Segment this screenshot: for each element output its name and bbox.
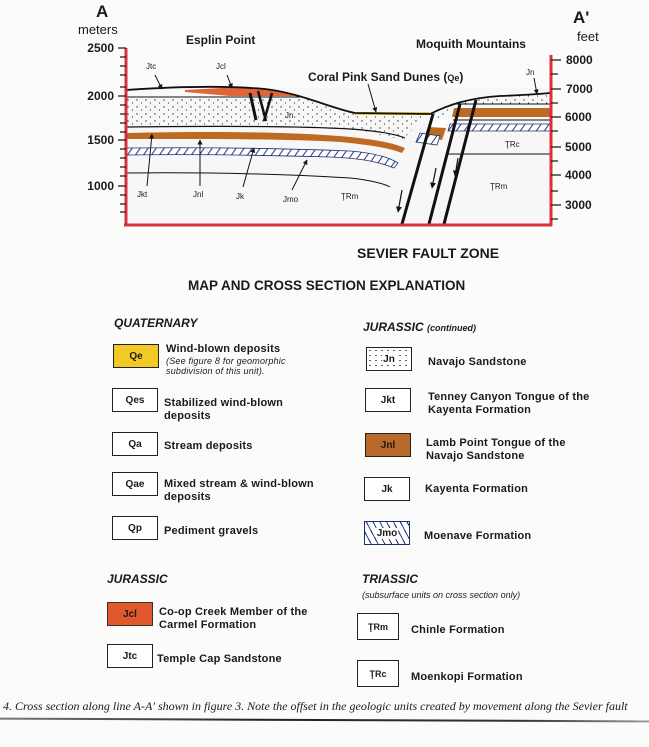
cross-section-drawing	[0, 0, 649, 240]
right-tick-label: 6000	[565, 110, 592, 124]
legend-swatch-qes: Qes	[112, 388, 158, 412]
place-label-moquith-mountains: Moquith Mountains	[416, 37, 526, 51]
legend-swatch-trc: ŢRc	[357, 660, 399, 687]
heading-triassic: TRIASSIC	[362, 572, 419, 586]
right-tick-label: 4000	[565, 168, 592, 182]
fault-zone-label: SEVIER FAULT ZONE	[357, 245, 500, 261]
unit-jmo-right	[448, 124, 550, 131]
legend-desc-jmo: Moenave Formation	[424, 530, 532, 542]
legend-swatch-jk: Jk	[364, 477, 410, 501]
figure-caption: 4. Cross section along line A-A′ shown in figure 3. Note the offset in the geologic units created by movement along the Sevier fault	[3, 699, 628, 713]
legend-swatch-jcl: Jcl	[107, 602, 153, 626]
unit-label-jnl: Jnl	[193, 190, 204, 199]
heading-jurassic: JURASSIC	[107, 572, 168, 586]
right-axis-unit: feet	[577, 29, 599, 44]
unit-label-jk: Jk	[236, 192, 244, 201]
legend-desc-trm: Chinle Formation	[411, 624, 505, 636]
legend-swatch-qa: Qa	[112, 432, 158, 456]
unit-label-trm: ŢRm	[341, 192, 359, 201]
legend-swatch-jkt: Jkt	[365, 388, 411, 412]
legend-desc-jtc: Temple Cap Sandstone	[157, 653, 282, 665]
legend-desc-trc: Moenkopi Formation	[411, 671, 523, 683]
section-end-a: A	[96, 2, 109, 21]
legend-desc-jn: Navajo Sandstone	[428, 356, 527, 368]
right-tick-label: 3000	[565, 198, 592, 212]
legend-swatch-qe: Qe	[113, 344, 159, 368]
unit-label-trc: ŢRc	[505, 140, 520, 149]
legend-swatch-jn: Jn	[366, 347, 412, 371]
legend-swatch-qae: Qae	[112, 472, 158, 496]
legend-desc-jcl: Co-op Creek Member of the Carmel Formation	[159, 606, 308, 631]
triassic-note: (subsurface units on cross section only)	[362, 590, 521, 600]
caption-divider	[0, 718, 649, 723]
unit-jnl-right	[452, 108, 550, 117]
unit-label-jtc: Jtc	[146, 62, 157, 71]
legend-desc-jkt: Tenney Canyon Tongue of the Kayenta Formation	[428, 391, 590, 416]
unit-label-jn: Jn	[285, 111, 294, 120]
heading-quaternary: QUATERNARY	[114, 316, 198, 330]
left-tick-label: 1500	[87, 133, 114, 147]
left-axis-unit: meters	[78, 22, 118, 37]
unit-label-jn-right: Jn	[526, 68, 535, 77]
legend-desc-jk: Kayenta Formation	[425, 483, 529, 495]
right-tick-label: 7000	[566, 82, 593, 96]
left-tick-label: 1000	[87, 179, 114, 193]
place-label-coral-pink-sand-dunes: Coral Pink Sand Dunes (Qe)	[308, 70, 464, 84]
unit-label-jkt: Jkt	[137, 190, 148, 199]
explanation-title: MAP AND CROSS SECTION EXPLANATION	[188, 278, 466, 293]
legend-desc-qp: Pediment gravels	[164, 525, 259, 537]
unit-label-jcl: Jcl	[216, 62, 226, 71]
legend-swatch-jmo: Jmo	[364, 521, 410, 545]
right-tick-label: 5000	[565, 140, 592, 154]
right-tick-label: 8000	[566, 53, 593, 67]
legend-swatch-jnl: Jnl	[365, 433, 411, 457]
left-tick-label: 2000	[87, 89, 114, 103]
legend-desc-qa: Stream deposits	[164, 440, 253, 452]
legend-desc-jnl: Lamb Point Tongue of the Navajo Sandstone	[426, 437, 566, 462]
unit-label-jmo: Jmo	[283, 195, 299, 204]
legend-swatch-qp: Qp	[112, 516, 158, 540]
legend-desc-qes: Stabilized wind-blown deposits	[164, 397, 284, 422]
legend-swatch-trm: ŢRm	[357, 613, 399, 640]
left-tick-label: 2500	[87, 41, 114, 55]
legend-desc-qae: Mixed stream & wind-blown deposits	[164, 478, 314, 503]
heading-jurassic-continued: JURASSIC (continued)	[363, 320, 477, 334]
section-end-a-prime: A'	[573, 8, 590, 27]
place-label-esplin-point: Esplin Point	[186, 33, 256, 47]
legend-swatch-jtc: Jtc	[107, 644, 153, 668]
unit-label-trm-right: ŢRm	[490, 182, 508, 191]
legend-desc-qe: Wind-blown deposits (See figure 8 for geomorphic subdivision of this unit).	[166, 343, 286, 376]
